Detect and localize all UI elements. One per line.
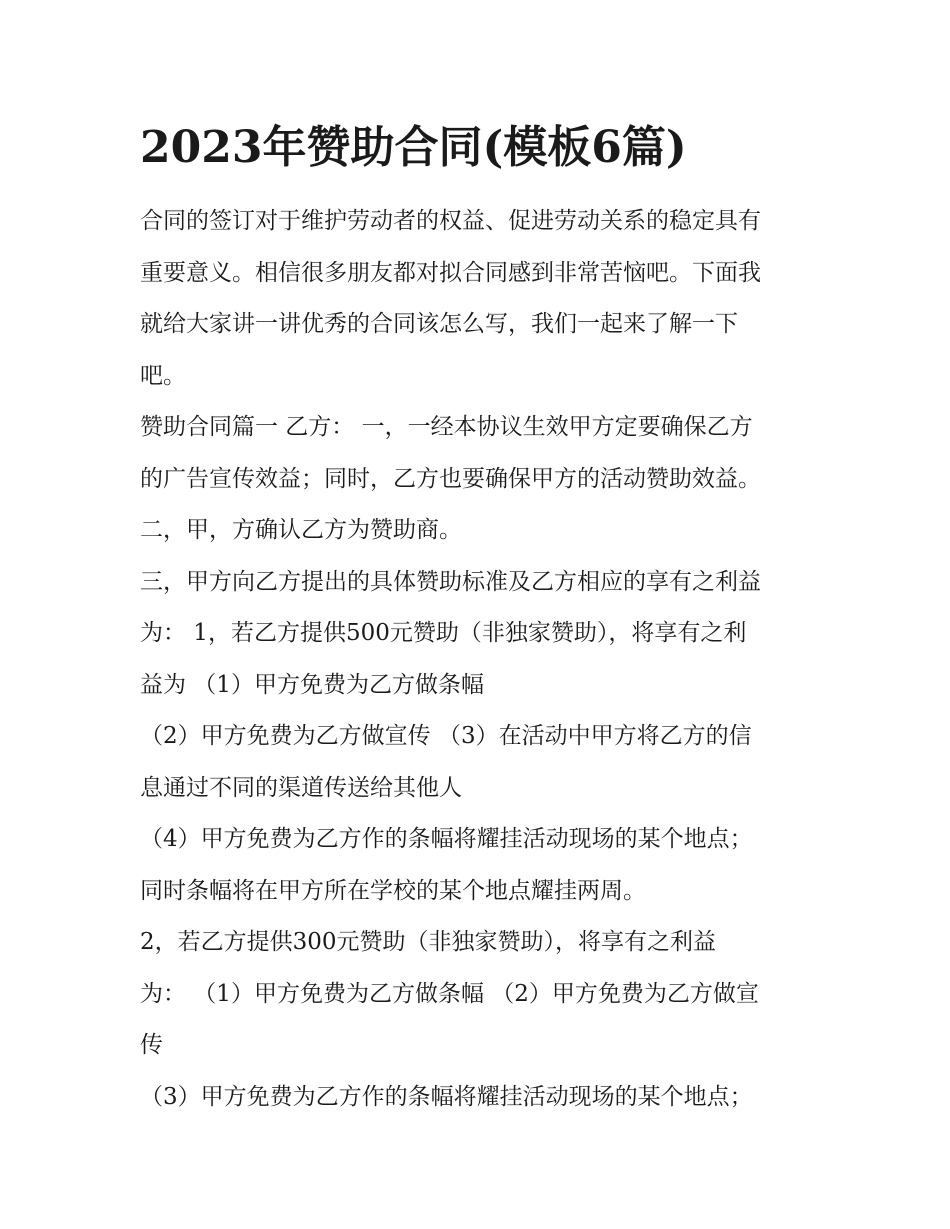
- document-title: 2023年赞助合同(模板6篇): [140, 122, 687, 173]
- body-line: 三，甲方向乙方提出的具体赞助标准及乙方相应的享有之利益: [140, 568, 761, 595]
- body-line: 为： 1，若乙方提供500元赞助（非独家赞助），将享有之利: [140, 620, 747, 646]
- body-line: 重要意义。相信很多朋友都对拟合同感到非常苦恼吧。下面我: [140, 259, 761, 286]
- document-page: [140, 118, 820, 1123]
- body-line: 益为 （1）甲方免费为乙方做条幅: [140, 671, 484, 698]
- body-line: 同时条幅将在甲方所在学校的某个地点耀挂两周。: [140, 877, 646, 904]
- body-line: 传: [140, 1032, 163, 1058]
- body-line: 二，甲，方确认乙方为赞助商。: [140, 517, 462, 543]
- document-body: [140, 196, 820, 1123]
- body-line: （2）甲方免费为乙方做宣传 （3）在活动中甲方将乙方的信: [140, 723, 752, 749]
- body-line: 的广告宣传效益；同时，乙方也要确保甲方的活动赞助效益。: [140, 465, 761, 492]
- body-line: 息通过不同的渠道传送给其他人: [140, 774, 462, 801]
- body-line: 赞助合同篇一 乙方： 一，一经本协议生效甲方定要确保乙方: [140, 414, 753, 440]
- body-line: （4）甲方免费为乙方作的条幅将耀挂活动现场的某个地点；: [140, 826, 753, 852]
- body-line: 合同的签订对于维护劳动者的权益、促进劳动关系的稳定具有: [140, 208, 761, 234]
- body-line: 吧。: [140, 362, 186, 389]
- body-line: 2，若乙方提供300元赞助（非独家赞助），将享有之利益: [140, 929, 717, 955]
- body-line: 就给大家讲一讲优秀的合同该怎么写，我们一起来了解一下: [140, 311, 738, 337]
- body-line: （3）甲方免费为乙方作的条幅将耀挂活动现场的某个地点；: [140, 1083, 753, 1110]
- body-line: 为： （1）甲方免费为乙方做条幅 （2）甲方免费为乙方做宣: [140, 980, 759, 1007]
